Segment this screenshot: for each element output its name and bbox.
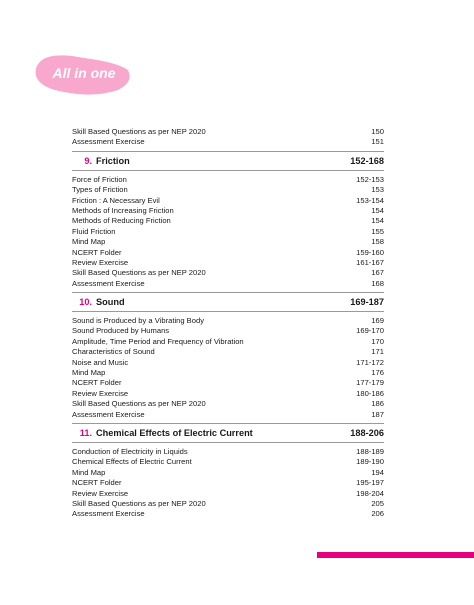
toc-entry-page: 169	[371, 316, 384, 326]
toc-entry-page: 154	[371, 216, 384, 226]
toc-entry-title: Chemical Effects of Electric Current	[72, 457, 192, 467]
toc-entry-page: 154	[371, 205, 384, 215]
chapter-title: Friction	[96, 155, 130, 166]
toc-entry-title: Conduction of Electricity in Liquids	[72, 446, 188, 456]
table-of-contents	[72, 127, 384, 520]
toc-entry-page: 158	[371, 237, 384, 247]
toc-entry-title: Mind Map	[72, 237, 106, 247]
toc-entry-page: 177-179	[356, 378, 384, 388]
toc-entry-title: Sound is Produced by a Vibrating Body	[72, 316, 204, 326]
toc-entry-title: NCERT Folder	[72, 378, 122, 388]
chapter-title: Chemical Effects of Electric Current	[96, 427, 253, 438]
toc-entry-title: Review Exercise	[72, 488, 129, 498]
toc-entry-page: 153	[371, 185, 384, 195]
toc-entry-title: Assessment Exercise	[72, 409, 145, 419]
toc-entry	[72, 216, 384, 226]
toc-entry-title: Amplitude, Time Period and Frequency of Vibration	[72, 336, 244, 346]
toc-entry	[72, 206, 384, 216]
toc-entry-title: Characteristics of Sound	[72, 347, 155, 357]
toc-entry-title: Methods of Reducing Friction	[72, 216, 171, 226]
toc-entry-title: Review Exercise	[72, 388, 129, 398]
toc-entry	[72, 185, 384, 195]
toc-entry-title: NCERT Folder	[72, 247, 122, 257]
toc-entry	[72, 237, 384, 247]
chapter-number: 9.	[84, 155, 92, 166]
toc-entry	[72, 509, 384, 519]
toc-entry	[72, 389, 384, 399]
toc-entry-title: Assessment Exercise	[72, 278, 145, 288]
toc-entry	[72, 326, 384, 336]
toc-entry-page: 170	[371, 336, 384, 346]
toc-entry-page: 194	[371, 467, 384, 477]
chapter-number: 11.	[79, 427, 92, 438]
toc-entry-title: Mind Map	[72, 368, 106, 378]
toc-entry-title: Sound Produced by Humans	[72, 326, 170, 336]
toc-entry	[72, 337, 384, 347]
toc-entry	[72, 227, 384, 237]
toc-entry-page: 167	[371, 268, 384, 278]
toc-entry-title: Noise and Music	[72, 357, 129, 367]
chapter-page-range: 188-206	[350, 427, 384, 438]
toc-entry	[72, 368, 384, 378]
toc-entry-title: Assessment Exercise	[72, 509, 145, 519]
toc-entry-page: 171-172	[356, 357, 384, 367]
toc-entry-page: 189-190	[356, 457, 384, 467]
chapter-title: Sound	[96, 297, 125, 308]
toc-entry-page: 153-154	[356, 195, 384, 205]
toc-entry-title: Fluid Friction	[72, 226, 116, 236]
toc-entry-page: 152-153	[356, 174, 384, 184]
toc-entry	[72, 347, 384, 357]
logo-text: All in one	[52, 65, 116, 81]
toc-entry-page: 151	[371, 137, 384, 147]
toc-entry	[72, 279, 384, 289]
toc-entry-title: Skill Based Questions as per NEP 2020	[72, 127, 206, 136]
toc-entry-page: 155	[371, 226, 384, 236]
toc-entry-title: NCERT Folder	[72, 478, 122, 488]
toc-entry	[72, 127, 384, 137]
toc-entry-page: 168	[371, 278, 384, 288]
toc-entry-page: 187	[371, 409, 384, 419]
toc-entry-title: Methods of Increasing Friction	[72, 205, 174, 215]
chapter-heading	[72, 151, 384, 171]
toc-entry-title: Skill Based Questions as per NEP 2020	[72, 268, 206, 278]
toc-entry-page: 195-197	[356, 478, 384, 488]
chapter-heading	[72, 423, 384, 443]
chapter-page-range: 152-168	[350, 155, 384, 166]
toc-entry-page: 159-160	[356, 247, 384, 257]
toc-entry-title: Skill Based Questions as per NEP 2020	[72, 399, 206, 409]
toc-entry	[72, 316, 384, 326]
toc-entry-page: 171	[371, 347, 384, 357]
toc-entry-page: 186	[371, 399, 384, 409]
accent-bar	[317, 552, 474, 558]
toc-entry	[72, 358, 384, 368]
toc-entry	[72, 378, 384, 388]
toc-entry-page: 169-170	[356, 326, 384, 336]
toc-entry	[72, 175, 384, 185]
toc-entry	[72, 457, 384, 467]
toc-entry-page: 188-189	[356, 446, 384, 456]
toc-entry	[72, 447, 384, 457]
toc-entry-page: 205	[371, 498, 384, 508]
chapter-page-range: 169-187	[350, 297, 384, 308]
toc-entry	[72, 268, 384, 278]
toc-entry-page: 206	[371, 509, 384, 519]
toc-entry-title: Mind Map	[72, 467, 106, 477]
toc-entry-page: 198-204	[356, 488, 384, 498]
toc-entry-title: Review Exercise	[72, 257, 129, 267]
toc-entry	[72, 196, 384, 206]
toc-entry	[72, 478, 384, 488]
toc-entry-page: 161-167	[356, 257, 384, 267]
toc-entry	[72, 248, 384, 258]
chapter-heading	[72, 292, 384, 312]
toc-entry	[72, 399, 384, 409]
toc-entry	[72, 410, 384, 420]
toc-entry-page: 150	[371, 127, 384, 136]
toc-entry	[72, 489, 384, 499]
toc-entry-title: Types of Friction	[72, 185, 128, 195]
toc-entry-page: 180-186	[356, 388, 384, 398]
toc-entry-title: Friction : A Necessary Evil	[72, 195, 160, 205]
toc-entry-title: Assessment Exercise	[72, 137, 145, 147]
toc-entry-title: Skill Based Questions as per NEP 2020	[72, 498, 206, 508]
toc-entry	[72, 499, 384, 509]
toc-entry	[72, 258, 384, 268]
toc-entry	[72, 468, 384, 478]
brand-logo	[34, 52, 134, 96]
chapter-number: 10.	[79, 297, 92, 308]
toc-entry	[72, 137, 384, 147]
toc-entry-page: 176	[371, 368, 384, 378]
toc-entry-title: Force of Friction	[72, 174, 127, 184]
